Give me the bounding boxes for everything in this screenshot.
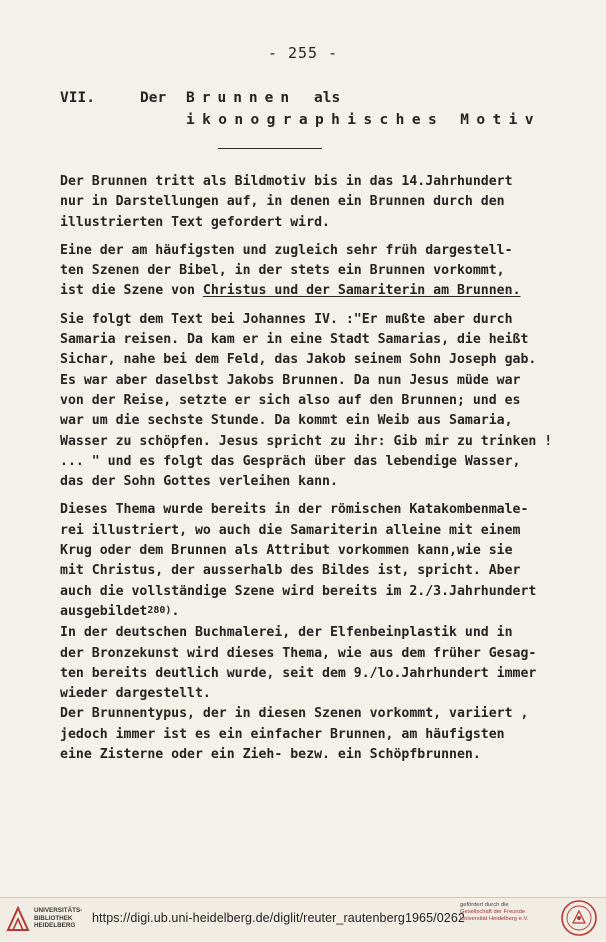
sponsor-org-line: Gesellschaft der Freunde (460, 909, 526, 916)
text-line: Wasser zu schöpfen. Jesus spricht zu ihr: Gib mir zu trinken ! (60, 433, 553, 449)
paragraph (60, 310, 560, 493)
underlined-phrase: Christus und der Samariterin am Brunnen. (202, 283, 521, 299)
text-line: Der Brunnentypus, der in diesen Szenen vorkommt, variiert , (60, 706, 529, 722)
text-line: illustrierten Text gefordert wird. (60, 214, 330, 230)
text-line: mit Christus, der ausserhalb des Bildes ist, spricht. Aber (60, 563, 521, 579)
chapter-word-der: Der (140, 90, 167, 106)
text-line (60, 602, 560, 623)
text-line: Krug oder dem Brunnen als Attribut vorkommen kann,wie sie (60, 543, 513, 559)
paragraph (60, 623, 560, 704)
text-line: jedoch immer ist es ein einfacher Brunnen, am häufigsten (60, 726, 505, 742)
text-line: wieder dargestellt. (60, 686, 211, 702)
paragraph (60, 704, 560, 765)
text-line: Sie folgt dem Text bei Johannes IV. :"Er mußte aber durch (60, 311, 513, 327)
permalink-url[interactable]: https://digi.ub.uni-heidelberg.de/diglit/reuter_rautenberg1965/0262 (92, 911, 465, 925)
text-line-prefix: ausgebildet (60, 603, 148, 619)
chapter-numeral: VII. (60, 90, 95, 106)
text-line: Samaria reisen. Da kam er in eine Stadt Samarias, die heißt (60, 332, 529, 348)
sponsor-label: gefördert durch die (460, 902, 509, 908)
paragraph (60, 241, 560, 302)
university-seal-icon (560, 899, 598, 937)
text-line: ... " und es folgt das Gespräch über das lebendige Wasser, (60, 453, 521, 469)
text-line: das der Sohn Gottes verleihen kann. (60, 474, 338, 490)
text-line: eine Zisterne oder ein Zieh- bezw. ein Schöpfbrunnen. (60, 747, 481, 763)
sponsor-org-line: Universität Heidelberg e.V. (460, 916, 529, 923)
text-line: ten bereits deutlich wurde, seit dem 9./lo.Jahrhundert immer (60, 665, 537, 681)
text-line: In der deutschen Buchmalerei, der Elfenbeinplastik und in (60, 625, 513, 641)
text-line: Es war aber daselbst Jakobs Brunnen. Da nun Jesus müde war (60, 372, 521, 388)
library-name-line: HEIDELBERG (34, 922, 76, 929)
footnote-marker: 280) (147, 604, 172, 616)
text-line: Sichar, nahe bei dem Feld, das Jakob seinem Sohn Joseph gab. (60, 352, 537, 368)
body-text (60, 172, 560, 765)
library-name-line: BIBLIOTHEK (34, 914, 73, 922)
library-name (34, 907, 82, 930)
page-number: - 255 - (267, 44, 339, 62)
paragraph (60, 500, 560, 623)
chapter-heading (60, 90, 560, 134)
text-line: auch die vollständige Szene wird bereits im 2./3.Jahrhundert (60, 583, 537, 599)
chapter-word-brunnen: Brunnen (186, 90, 297, 106)
library-name-line: UNIVERSITÄTS- (34, 907, 83, 914)
text-line: nur in Darstellungen auf, in denen ein Brunnen durch den (60, 194, 505, 210)
viewer-footer (0, 897, 606, 940)
text-line (60, 281, 560, 301)
library-logo-icon (6, 906, 30, 932)
text-line: ten Szenen der Bibel, in der stets ein Brunnen vorkommt, (60, 263, 505, 279)
text-line-suffix: . (171, 603, 180, 619)
text-line: rei illustriert, wo auch die Samariterin alleine mit einem (60, 522, 521, 538)
text-line: Dieses Thema wurde bereits in der römischen Katakombenmale- (60, 502, 529, 518)
chapter-subtitle: ikonographisches Motiv (186, 112, 541, 128)
sponsor-credit (460, 902, 550, 924)
text-line: der Bronzekunst wird dieses Thema, wie aus dem früher Gesag- (60, 645, 537, 661)
text-line: Eine der am häufigsten und zugleich sehr früh dargestell- (60, 242, 513, 258)
heading-divider (218, 148, 322, 149)
text-line: Der Brunnen tritt als Bildmotiv bis in das 14.Jahrhundert (60, 174, 513, 189)
text-line-prefix: ist die Szene von (60, 283, 203, 299)
text-line: von der Reise, setzte er sich also auf den Brunnen; und es (60, 392, 521, 408)
chapter-word-als: als (314, 90, 341, 106)
text-line: war um die sechste Stunde. Da kommt ein Weib aus Samaria, (60, 413, 513, 429)
paragraph (60, 172, 560, 233)
